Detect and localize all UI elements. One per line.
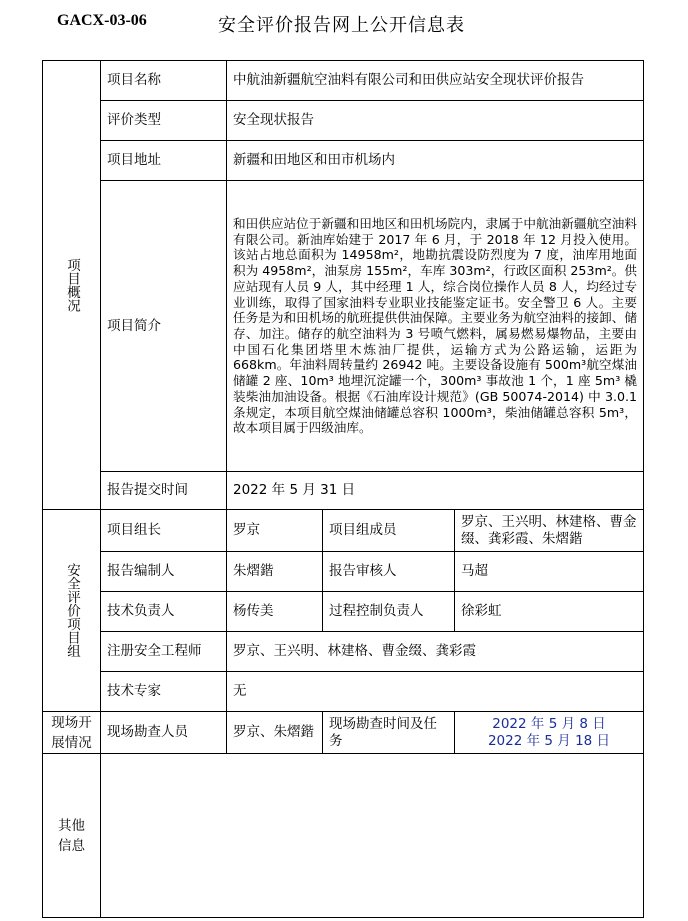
report-editor-value: 朱熠鍇 bbox=[227, 552, 323, 592]
eval-type-label: 评价类型 bbox=[101, 101, 227, 141]
site-date-1: 2022 年 5 月 8 日 bbox=[492, 715, 606, 732]
submit-time-value: 2022 年 5 月 31 日 bbox=[227, 472, 644, 510]
report-editor-label: 报告编制人 bbox=[101, 552, 227, 592]
site-section-label: 现场开展情况 bbox=[43, 712, 101, 754]
process-control-value: 徐彩虹 bbox=[455, 592, 644, 632]
project-address-label: 项目地址 bbox=[101, 141, 227, 181]
tech-expert-label: 技术专家 bbox=[101, 672, 227, 712]
site-time-label: 现场勘查时间及任务 bbox=[323, 712, 455, 754]
overview-section-label: 项目概况 bbox=[43, 61, 101, 510]
team-leader-label: 项目组长 bbox=[101, 510, 227, 552]
team-members-value: 罗京、王兴明、林建格、曹金缀、龚彩霞、朱熠鍇 bbox=[455, 510, 644, 552]
site-surveyor-value: 罗京、朱熠鍇 bbox=[227, 712, 323, 754]
team-members-label: 项目组成员 bbox=[323, 510, 455, 552]
site-surveyor-label: 现场勘查人员 bbox=[101, 712, 227, 754]
site-dates bbox=[455, 712, 644, 754]
report-reviewer-value: 马超 bbox=[455, 552, 644, 592]
project-intro-text: 和田供应站位于新疆和田地区和田机场院内，隶属于中航油新疆航空油料有限公司。新油库始建于 2017 年 6 月，于 2018 年 12 月投入使用。该站占地总面积为 14958m²，地勘抗震设防烈度为 7 度，油库用地面积为 4958m²，油泵房 155m²，车库 303m²，行政区面积 253m²。供应站现有人员 9 人，其中经理 1 人，综合岗位操作人员 8 人，均经过专业训练，取得了国家油料专业职业技能鉴定证书。安全警卫 6 人。主要任务是为和田机场的航班提供供油保障。主要业务为航空油料的接卸、储存、加注。储存的航空油料为 3 号喷气燃料，属易燃易爆物品，主要由中国石化集团塔里木炼油厂提供，运输方式为公路运输，运距为 668km。年油料周转量约 26942 吨。主要设备设施有 500m³航空煤油储罐 2 座、10m³ 地埋沉淀罐一个，300m³ 事故池 1 个，1 座 5m³ 橇装柴油加油设备。根据《石油库设计规范》(GB 50074-2014) 中 3.0.1 条规定，本项目航空煤油储罐总容积 1000m³，柴油储罐总容积 5m³，故本项目属于四级油库。 bbox=[227, 181, 644, 472]
project-name-label: 项目名称 bbox=[101, 61, 227, 101]
document-title: 安全评价报告网上公开信息表 bbox=[218, 15, 465, 36]
other-info-value bbox=[101, 754, 644, 918]
safety-engineer-label: 注册安全工程师 bbox=[101, 632, 227, 672]
report-reviewer-label: 报告审核人 bbox=[323, 552, 455, 592]
project-name-value: 中航油新疆航空油料有限公司和田供应站安全现状评价报告 bbox=[227, 61, 644, 101]
project-address-value: 新疆和田地区和田市机场内 bbox=[227, 141, 644, 181]
safety-engineer-value: 罗京、王兴明、林建格、曹金缀、龚彩霞 bbox=[227, 632, 644, 672]
other-section-label: 其他信息 bbox=[43, 754, 101, 918]
eval-type-value: 安全现状报告 bbox=[227, 101, 644, 141]
project-intro-label: 项目简介 bbox=[101, 181, 227, 472]
document-code: GACX-03-06 bbox=[57, 12, 147, 29]
team-leader-value: 罗京 bbox=[227, 510, 323, 552]
tech-expert-value: 无 bbox=[227, 672, 644, 712]
team-section-label: 安全评价项目组 bbox=[43, 510, 101, 712]
process-control-label: 过程控制负责人 bbox=[323, 592, 455, 632]
submit-time-label: 报告提交时间 bbox=[101, 472, 227, 510]
tech-lead-label: 技术负责人 bbox=[101, 592, 227, 632]
site-date-2: 2022 年 5 月 18 日 bbox=[487, 732, 611, 749]
tech-lead-value: 杨传美 bbox=[227, 592, 323, 632]
info-table bbox=[42, 60, 644, 918]
